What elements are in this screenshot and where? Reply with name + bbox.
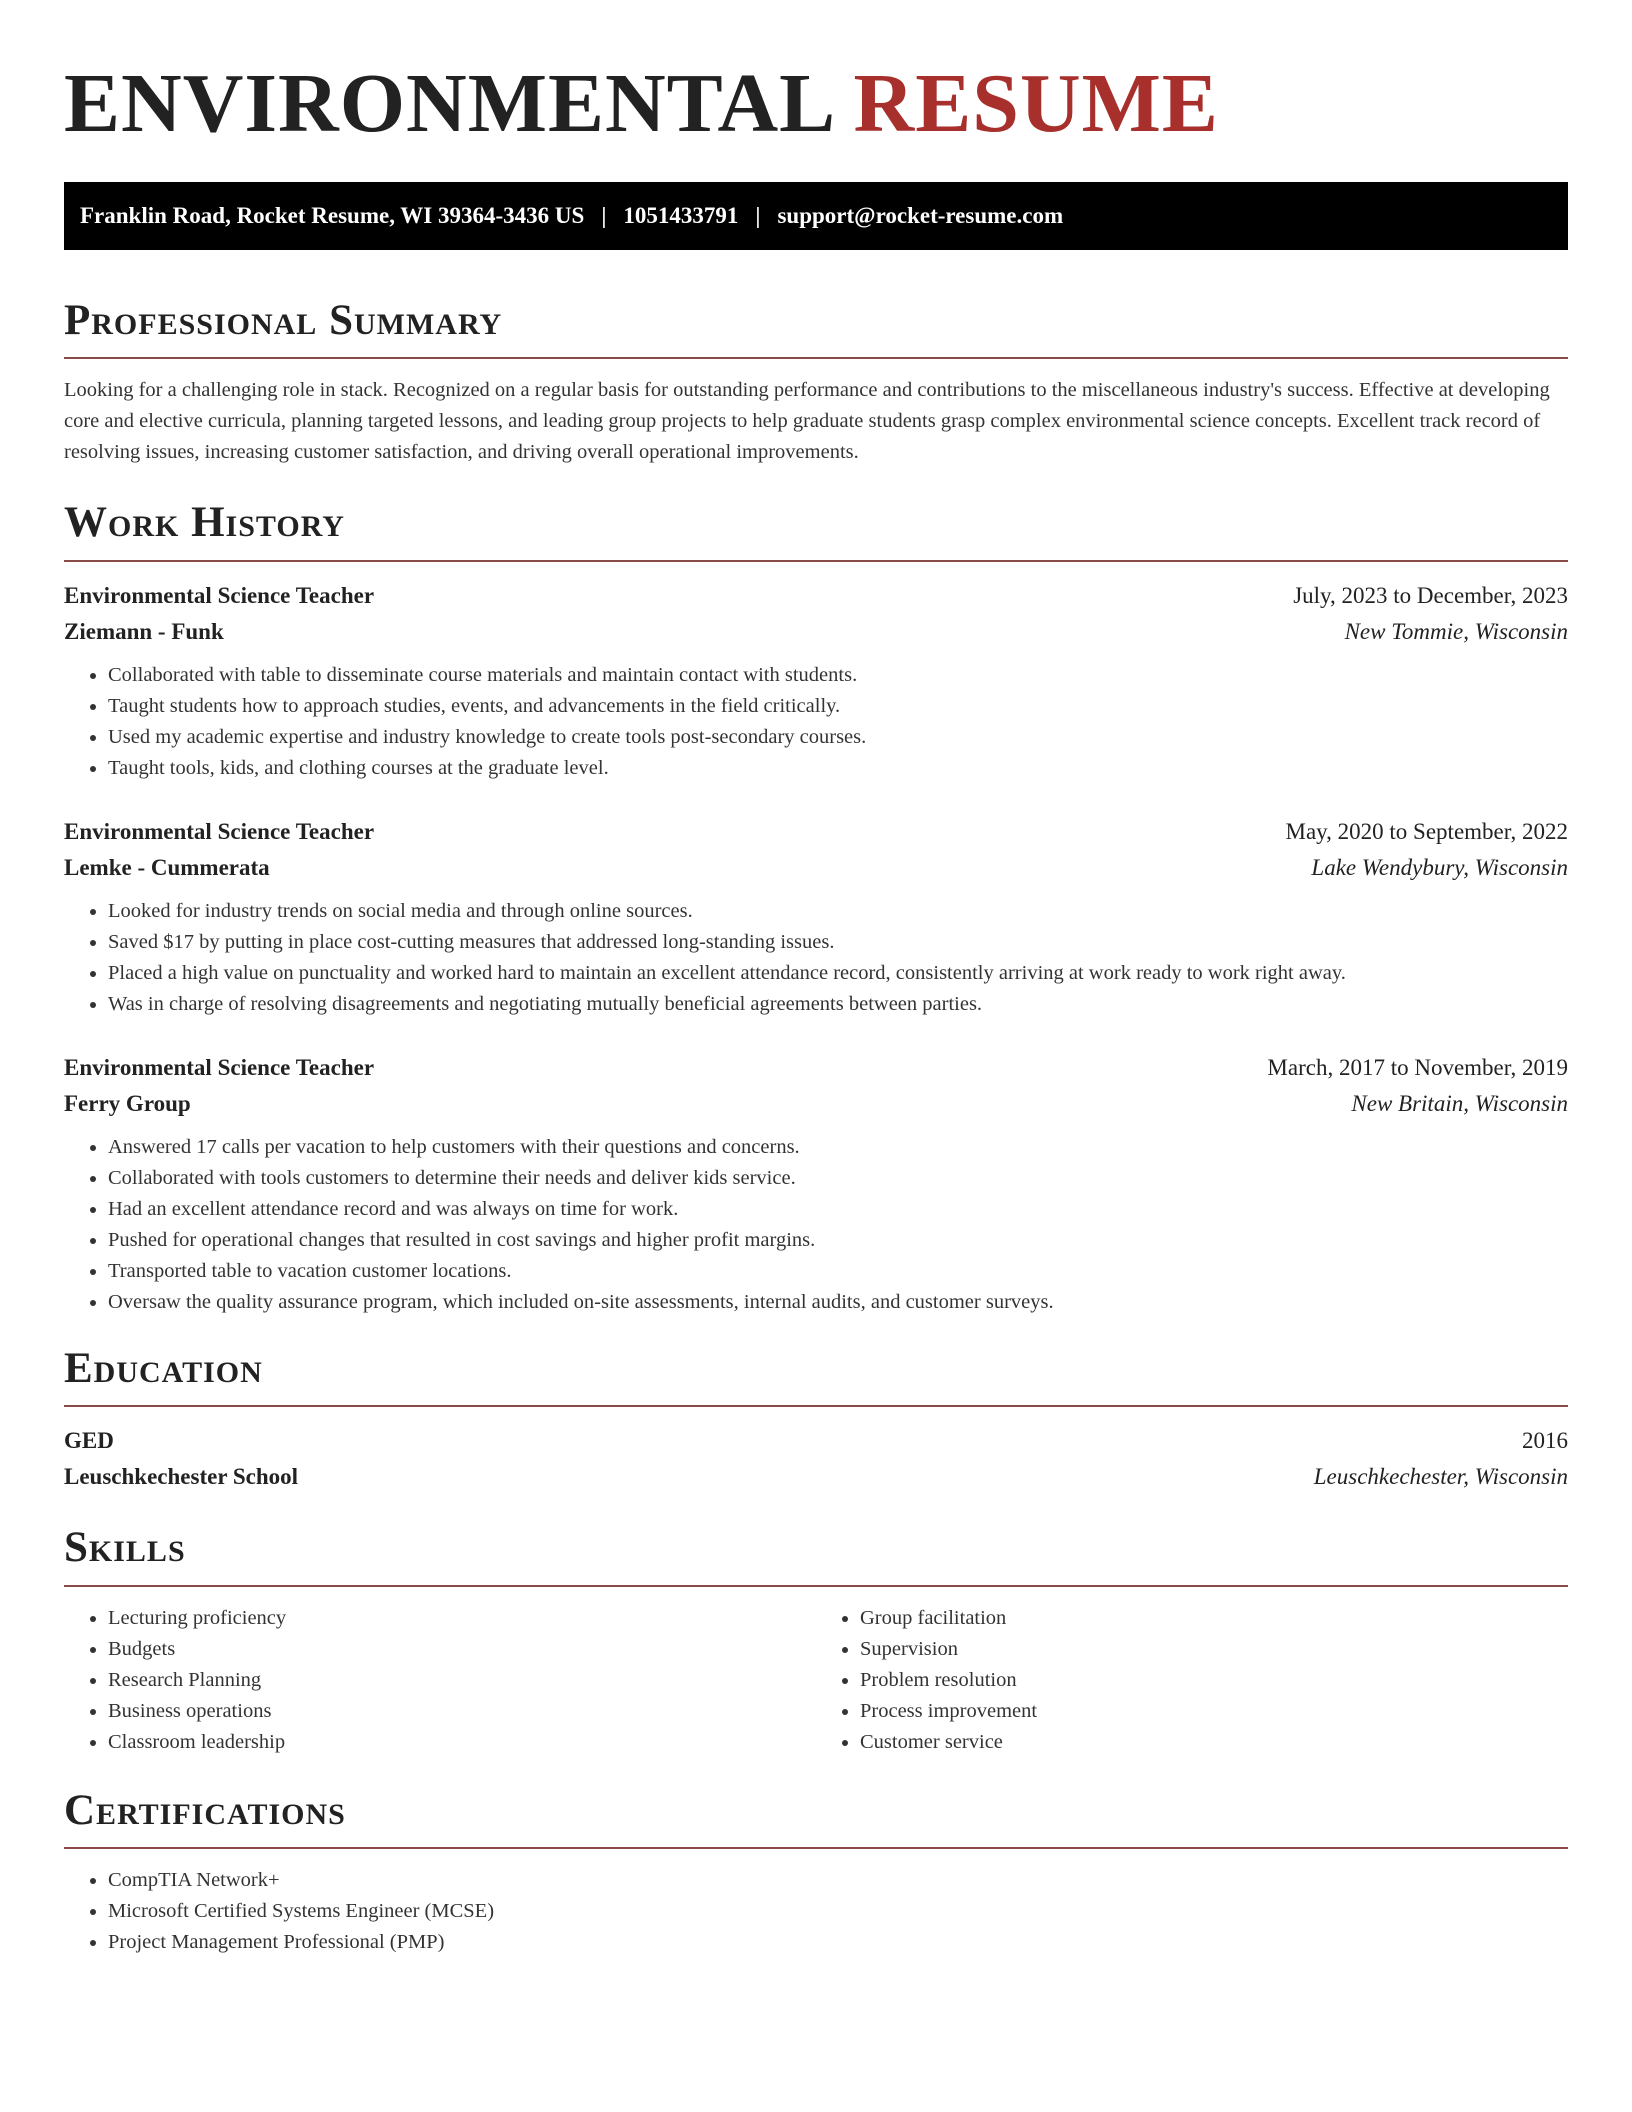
title-second-word: RESUME [853, 57, 1219, 150]
certifications-list [64, 1865, 1568, 1958]
job-role: Environmental Science Teacher [64, 582, 375, 608]
list-item: • Answered 17 calls per vacation to help customers with their questions and concerns. [108, 1132, 1568, 1163]
education-school: Leuschkechester School [64, 1464, 299, 1490]
contact-separator: | [755, 203, 761, 228]
list-item: • Taught students how to approach studies, events, and advancements in the field critically. [108, 691, 1568, 722]
list-item: • Oversaw the quality assurance program, which included on-site assessments, internal audits, and customer surveys. [108, 1287, 1568, 1318]
summary-section [64, 296, 1568, 468]
section-title-certifications: Certifications [64, 1786, 346, 1834]
contact-bar [64, 182, 1568, 250]
list-item: • Supervision [860, 1634, 1568, 1665]
section-divider [64, 560, 1568, 562]
job-bullets [64, 896, 1568, 1020]
section-title-education: Education [64, 1344, 263, 1392]
list-item: • Customer service [860, 1727, 1568, 1758]
list-item: • Business operations [108, 1696, 816, 1727]
list-item: • Transported table to vacation customer locations. [108, 1256, 1568, 1287]
skills-grid [64, 1603, 1568, 1758]
section-divider [64, 1405, 1568, 1407]
job-entry [64, 578, 1568, 784]
list-item: • CompTIA Network+ [108, 1865, 1568, 1896]
job-bullets [64, 660, 1568, 784]
job-dates: July, 2023 to December, 2023 [1293, 582, 1568, 608]
list-item: • Looked for industry trends on social media and through online sources. [108, 896, 1568, 927]
list-item: • Pushed for operational changes that resulted in cost savings and higher profit margins. [108, 1225, 1568, 1256]
education-section [64, 1344, 1568, 1495]
list-item: • Was in charge of resolving disagreements and negotiating mutually beneficial agreements between parties. [108, 989, 1568, 1020]
job-role: Environmental Science Teacher [64, 1054, 375, 1080]
job-company: Ziemann - Funk [64, 618, 224, 644]
resume-title [64, 57, 1568, 150]
job-company: Ferry Group [64, 1090, 191, 1116]
certifications-section [64, 1786, 1568, 1958]
list-item: • Collaborated with tools customers to determine their needs and deliver kids service. [108, 1163, 1568, 1194]
section-divider [64, 1585, 1568, 1587]
job-location: Lake Wendybury, Wisconsin [1311, 854, 1568, 880]
list-item: • Project Management Professional (PMP) [108, 1927, 1568, 1958]
skills-section [64, 1523, 1568, 1757]
section-title-skills: Skills [64, 1524, 186, 1572]
list-item: • Saved $17 by putting in place cost-cutting measures that addressed long-standing issues. [108, 927, 1568, 958]
list-item: • Placed a high value on punctuality and worked hard to maintain an excellent attendance record, consistently arriving at work ready to work right away. [108, 958, 1568, 989]
job-location: New Tommie, Wisconsin [1344, 618, 1568, 644]
job-bullets [64, 1132, 1568, 1318]
section-divider [64, 357, 1568, 359]
job-location: New Britain, Wisconsin [1351, 1090, 1568, 1116]
job-entry [64, 1050, 1568, 1318]
list-item: • Microsoft Certified Systems Engineer (MCSE) [108, 1896, 1568, 1927]
work-history-section [64, 498, 1568, 1317]
education-year: 2016 [1522, 1428, 1568, 1454]
job-role: Environmental Science Teacher [64, 818, 375, 844]
contact-address: Franklin Road, Rocket Resume, WI 39364-3436 US [80, 203, 585, 228]
list-item: • Process improvement [860, 1696, 1568, 1727]
list-item: • Collaborated with table to disseminate course materials and maintain contact with students. [108, 660, 1568, 691]
list-item: • Taught tools, kids, and clothing courses at the graduate level. [108, 753, 1568, 784]
list-item: • Had an excellent attendance record and was always on time for work. [108, 1194, 1568, 1225]
section-title-summary: Professional Summary [64, 297, 503, 344]
contact-separator: | [601, 203, 607, 228]
skills-list-left [64, 1603, 816, 1758]
job-dates: May, 2020 to September, 2022 [1285, 818, 1568, 844]
contact-email: support@rocket-resume.com [777, 203, 1064, 228]
list-item: • Lecturing proficiency [108, 1603, 816, 1634]
section-title-work: Work History [64, 499, 345, 547]
list-item: • Problem resolution [860, 1665, 1568, 1696]
education-degree: GED [64, 1428, 114, 1454]
job-company: Lemke - Cummerata [64, 854, 270, 880]
education-location: Leuschkechester, Wisconsin [1313, 1464, 1568, 1490]
list-item: • Budgets [108, 1634, 816, 1665]
list-item: • Used my academic expertise and industry knowledge to create tools post-secondary courses. [108, 722, 1568, 753]
list-item: • Classroom leadership [108, 1727, 816, 1758]
skills-list-right [816, 1603, 1568, 1758]
job-entry [64, 814, 1568, 1020]
title-first-word: ENVIRONMENTAL [64, 57, 832, 150]
summary-text: Looking for a challenging role in stack. Recognized on a regular basis for outstanding performance and contributions to the miscellaneous industry's success. Effective at developing core and elective curricula, planning targeted lessons, and leading group projects to help graduate students grasp complex environmental science concepts. Excellent track record of resolving issues, increasing customer satisfaction, and driving overall operational improvements. [64, 379, 1550, 464]
job-dates: March, 2017 to November, 2019 [1267, 1054, 1568, 1080]
list-item: • Research Planning [108, 1665, 816, 1696]
contact-phone: 1051433791 [623, 203, 739, 228]
list-item: • Group facilitation [860, 1603, 1568, 1634]
section-divider [64, 1847, 1568, 1849]
